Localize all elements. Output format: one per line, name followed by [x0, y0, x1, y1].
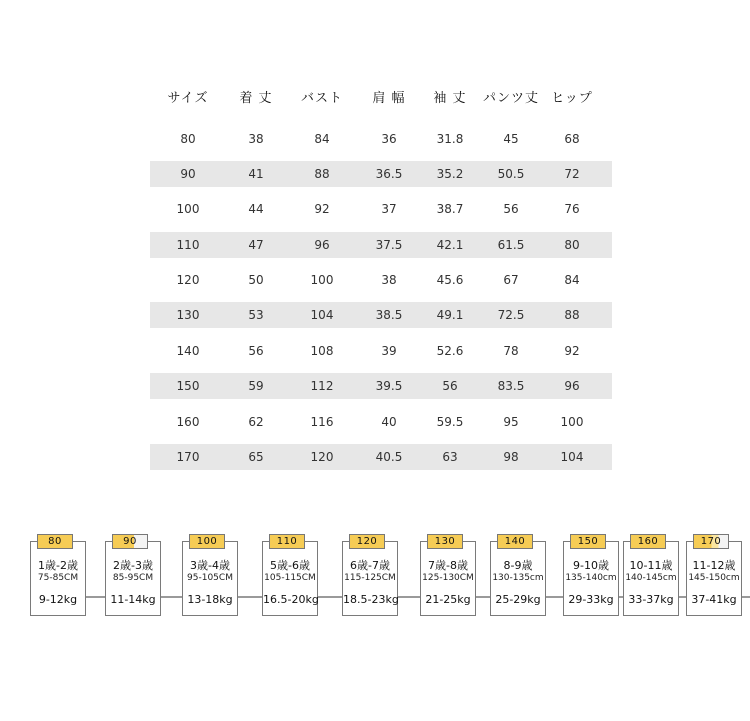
- age-card-box: [30, 541, 86, 616]
- table-header-cell: 袖 丈: [433, 91, 467, 106]
- age-card-age: 5歳-6歳: [270, 559, 310, 572]
- table-cell: 90: [180, 167, 196, 181]
- table-cell: 56: [442, 379, 458, 393]
- age-card-age: 11-12歳: [692, 559, 736, 572]
- table-cell: 56: [503, 202, 519, 216]
- table-cell: 36.5: [375, 167, 403, 181]
- table-cell: 130: [176, 308, 200, 322]
- table-cell: 76: [564, 202, 580, 216]
- age-card-size-tab: 170: [693, 534, 729, 549]
- table-cell: 80: [180, 132, 196, 146]
- table-cell: 45.6: [436, 273, 464, 287]
- table-cell: 37.5: [375, 238, 403, 252]
- table-cell: 36: [381, 132, 397, 146]
- table-cell: 95: [503, 415, 519, 429]
- age-card-weight: 11-14kg: [110, 593, 156, 606]
- table-cell: 67: [503, 273, 519, 287]
- table-header-cell: バスト: [300, 91, 344, 106]
- table-cell: 88: [564, 308, 580, 322]
- table-cell: 83.5: [497, 379, 525, 393]
- table-cell: 98: [503, 450, 519, 464]
- table-row: [150, 444, 612, 470]
- table-header-cell: ヒップ: [551, 91, 593, 106]
- age-card-height: 85-95CM: [112, 573, 154, 583]
- table-cell: 68: [564, 132, 580, 146]
- age-card-age: 8-9歳: [503, 559, 533, 572]
- table-cell: 35.2: [436, 167, 464, 181]
- age-card-height: 95-105CM: [187, 573, 233, 583]
- table-cell: 56: [248, 344, 264, 358]
- age-card-height: 105-115CM: [264, 573, 316, 583]
- table-cell: 72.5: [497, 308, 525, 322]
- table-row: [150, 302, 612, 328]
- table-cell: 52.6: [436, 344, 464, 358]
- table-header-row: [150, 86, 612, 112]
- age-size-chart: [0, 528, 750, 628]
- age-card-weight: 33-37kg: [628, 593, 674, 606]
- age-card-box: [262, 541, 318, 616]
- age-card-age: 9-10歳: [573, 559, 609, 572]
- table-row: [150, 196, 612, 222]
- table-row: [150, 161, 612, 187]
- age-card-height: 130-135cm: [492, 573, 544, 583]
- table-row: [150, 409, 612, 435]
- table-cell: 140: [176, 344, 200, 358]
- age-card-size-tab: 110: [269, 534, 305, 549]
- age-card-weight: 21-25kg: [425, 593, 471, 606]
- table-cell: 47: [248, 238, 264, 252]
- age-card-size-tab: 90: [112, 534, 148, 549]
- age-card-size-tab: 80: [37, 534, 73, 549]
- age-card-age: 3歳-4歳: [190, 559, 230, 572]
- age-card-size-tab: 140: [497, 534, 533, 549]
- table-row: [150, 232, 612, 258]
- age-card-weight: 13-18kg: [187, 593, 233, 606]
- table-header-cell: 着 丈: [239, 91, 273, 106]
- table-cell: 39.5: [375, 379, 403, 393]
- table-cell: 112: [310, 379, 334, 393]
- table-header-cell: 肩 幅: [372, 91, 406, 106]
- age-card-age: 6歳-7歳: [350, 559, 390, 572]
- age-card-size-tab: 130: [427, 534, 463, 549]
- table-cell: 42.1: [436, 238, 464, 252]
- age-card-size-tab: 150: [570, 534, 606, 549]
- table-cell: 38: [381, 273, 397, 287]
- table-cell: 50: [248, 273, 264, 287]
- age-card-weight: 25-29kg: [495, 593, 541, 606]
- table-cell: 160: [176, 415, 200, 429]
- table-cell: 92: [564, 344, 580, 358]
- table-cell: 96: [564, 379, 580, 393]
- age-card-height: 145-150cm: [688, 573, 740, 583]
- table-cell: 38: [248, 132, 264, 146]
- table-header-cell: サイズ: [167, 91, 209, 106]
- age-card-box: [105, 541, 161, 616]
- age-card-box: [342, 541, 398, 616]
- table-cell: 100: [176, 202, 200, 216]
- table-cell: 120: [176, 273, 200, 287]
- age-card-size-tab: 100: [189, 534, 225, 549]
- age-card-weight: 29-33kg: [568, 593, 614, 606]
- table-cell: 37: [381, 202, 397, 216]
- table-cell: 40: [381, 415, 397, 429]
- table-cell: 104: [560, 450, 584, 464]
- table-cell: 50.5: [497, 167, 525, 181]
- table-header-cell: パンツ丈: [482, 91, 540, 106]
- age-card-age: 7歳-8歳: [428, 559, 468, 572]
- table-cell: 38.5: [375, 308, 403, 322]
- age-card-size-tab: 160: [630, 534, 666, 549]
- age-card-age: 1歳-2歳: [38, 559, 78, 572]
- age-card-box: [686, 541, 742, 616]
- table-cell: 116: [310, 415, 334, 429]
- table-row: [150, 373, 612, 399]
- table-cell: 104: [310, 308, 334, 322]
- age-card-height: 140-145cm: [625, 573, 677, 583]
- table-cell: 63: [442, 450, 458, 464]
- table-cell: 65: [248, 450, 264, 464]
- table-row: [150, 126, 612, 152]
- table-cell: 92: [314, 202, 330, 216]
- table-cell: 39: [381, 344, 397, 358]
- table-cell: 78: [503, 344, 519, 358]
- age-card-age: 10-11歳: [629, 559, 673, 572]
- age-card-box: [490, 541, 546, 616]
- table-cell: 84: [564, 273, 580, 287]
- table-cell: 84: [314, 132, 330, 146]
- table-cell: 100: [560, 415, 584, 429]
- table-cell: 61.5: [497, 238, 525, 252]
- table-cell: 38.7: [436, 202, 464, 216]
- age-card-box: [420, 541, 476, 616]
- age-card-weight: 16.5-20kg: [263, 593, 319, 606]
- age-card-height: 115-125CM: [344, 573, 396, 583]
- table-cell: 100: [310, 273, 334, 287]
- age-card-weight: 9-12kg: [38, 593, 78, 606]
- table-cell: 170: [176, 450, 200, 464]
- age-card-age: 2歳-3歳: [113, 559, 153, 572]
- table-cell: 96: [314, 238, 330, 252]
- table-row: [150, 267, 612, 293]
- table-cell: 120: [310, 450, 334, 464]
- table-cell: 150: [176, 379, 200, 393]
- table-cell: 40.5: [375, 450, 403, 464]
- age-card-height: 135-140cm: [565, 573, 617, 583]
- age-card-weight: 18.5-23kg: [343, 593, 399, 606]
- table-cell: 80: [564, 238, 580, 252]
- table-row: [150, 338, 612, 364]
- age-card-box: [623, 541, 679, 616]
- table-cell: 108: [310, 344, 334, 358]
- table-cell: 110: [176, 238, 200, 252]
- age-card-box: [563, 541, 619, 616]
- table-cell: 53: [248, 308, 264, 322]
- age-card-height: 75-85CM: [37, 573, 79, 583]
- table-cell: 45: [503, 132, 519, 146]
- age-card-box: [182, 541, 238, 616]
- table-cell: 49.1: [436, 308, 464, 322]
- table-cell: 59: [248, 379, 264, 393]
- table-cell: 41: [248, 167, 264, 181]
- table-cell: 62: [248, 415, 264, 429]
- table-cell: 44: [248, 202, 264, 216]
- table-cell: 72: [564, 167, 580, 181]
- age-card-size-tab: 120: [349, 534, 385, 549]
- table-cell: 59.5: [436, 415, 464, 429]
- age-card-weight: 37-41kg: [691, 593, 737, 606]
- table-cell: 88: [314, 167, 330, 181]
- age-card-height: 125-130CM: [422, 573, 474, 583]
- table-cell: 31.8: [436, 132, 464, 146]
